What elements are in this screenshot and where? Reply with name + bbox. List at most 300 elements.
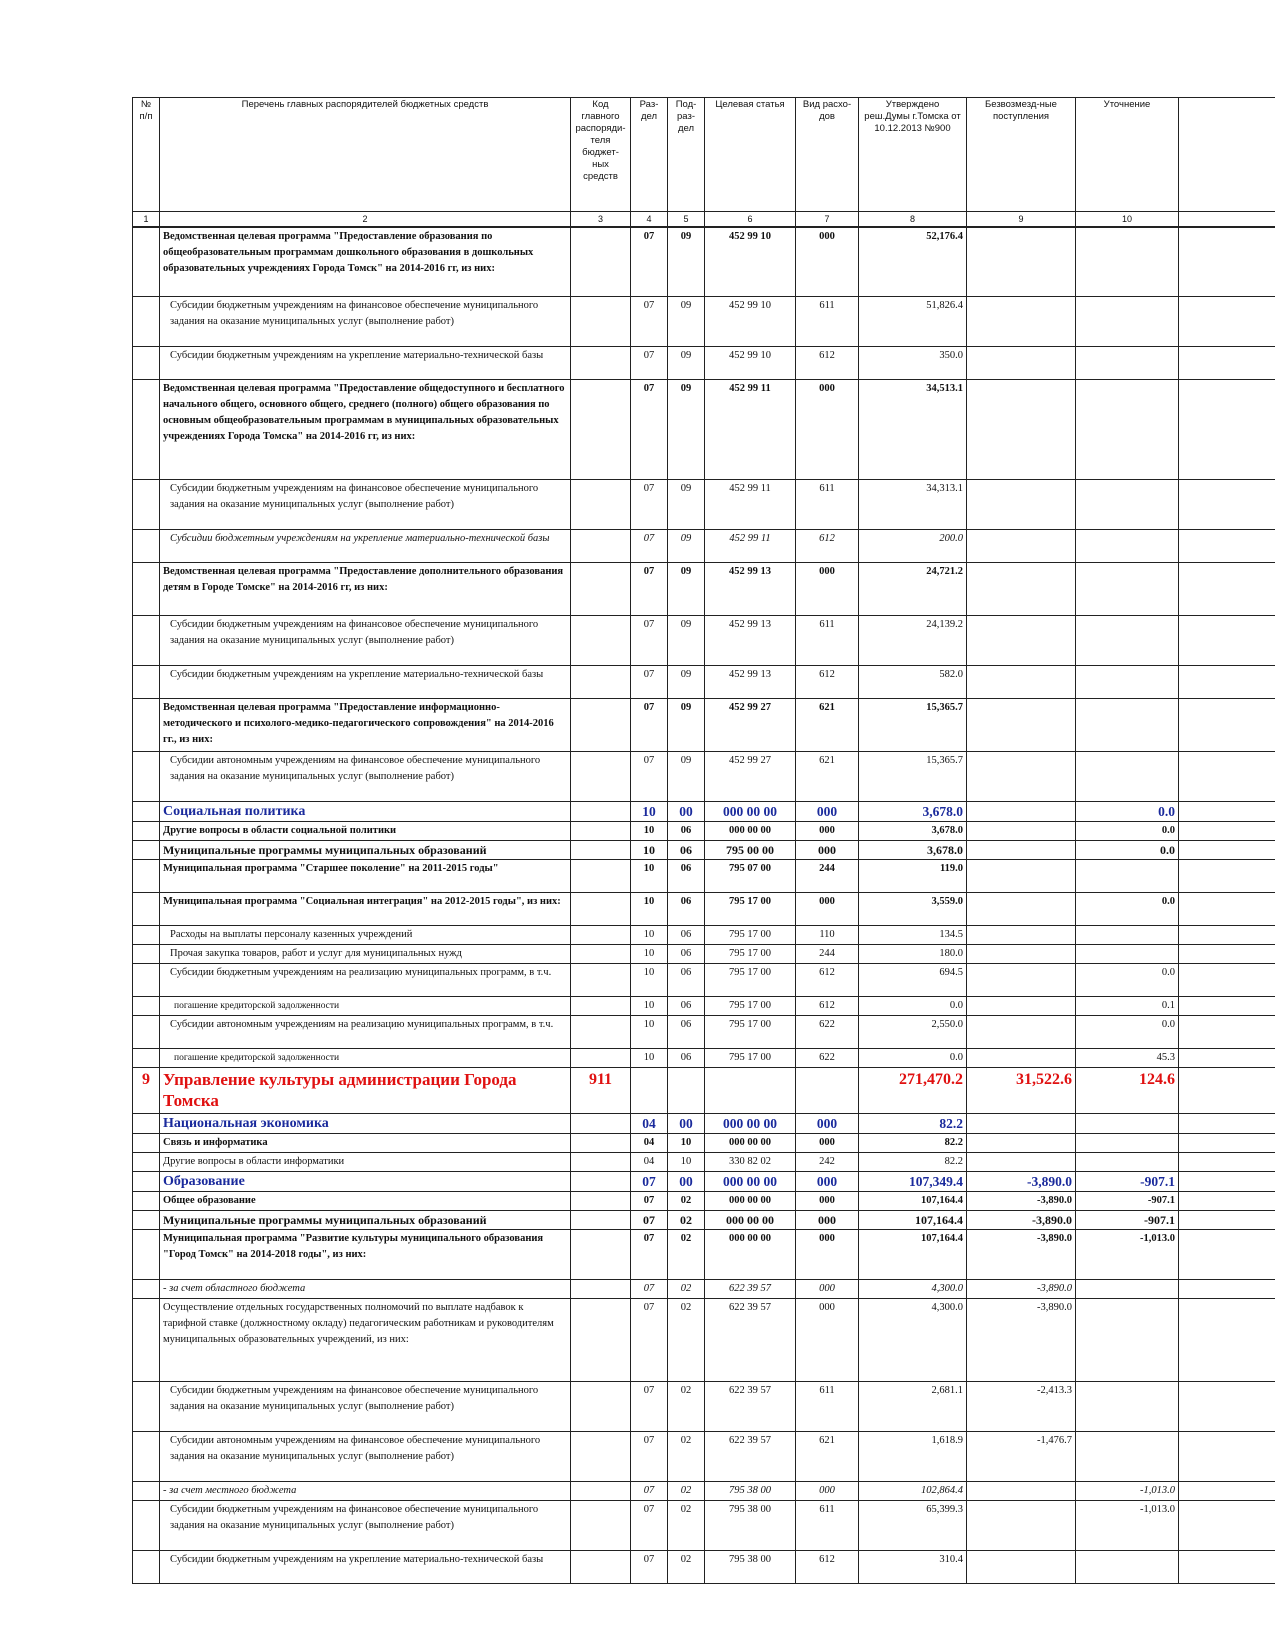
- budget-table-page: [132, 97, 1275, 1584]
- cell-description: Субсидии бюджетным учреждениям на укрепление материально-технической базы: [160, 1551, 571, 1584]
- cell-gratuitous-receipts: [967, 1134, 1076, 1153]
- cell-expense-type: 000: [796, 227, 859, 297]
- cell-subsection: 06: [668, 893, 705, 926]
- cell-clarification: -907.1: [1076, 1211, 1179, 1230]
- cell-subsection: 06: [668, 945, 705, 964]
- cell-subsection: 09: [668, 347, 705, 380]
- cell-approved-amount: 2,550.0: [859, 1016, 967, 1049]
- table-row: [133, 1153, 1275, 1172]
- cell-description: Субсидии бюджетным учреждениям на финансовое обеспечение муниципального задания на оказание муниципальных услуг (выполнение работ): [160, 1501, 571, 1551]
- cell-target-item: 000 00 00: [705, 1172, 796, 1192]
- cell-subsection: 10: [668, 1134, 705, 1153]
- cell-target-item: 795 17 00: [705, 1016, 796, 1049]
- cell-description: Другие вопросы в области социальной политики: [160, 822, 571, 841]
- table-row: [133, 860, 1275, 893]
- cell-section: 07: [631, 1432, 668, 1482]
- cell-expense-type: 000: [796, 1192, 859, 1211]
- cell-subsection: 09: [668, 480, 705, 530]
- cell-subsection: 02: [668, 1432, 705, 1482]
- cell-gratuitous-receipts: [967, 563, 1076, 616]
- table-row: [133, 1211, 1275, 1230]
- cell-extra: [1179, 1134, 1275, 1153]
- cell-row-number: [133, 297, 160, 347]
- cell-expense-type: 611: [796, 1501, 859, 1551]
- cell-row-number: [133, 1016, 160, 1049]
- table-row: [133, 752, 1275, 802]
- cell-admin-code: [571, 1230, 631, 1280]
- cell-approved-amount: 3,678.0: [859, 802, 967, 822]
- table-row: [133, 1551, 1275, 1584]
- cell-clarification: [1076, 860, 1179, 893]
- cell-subsection: 02: [668, 1211, 705, 1230]
- cell-gratuitous-receipts: [967, 347, 1076, 380]
- cell-clarification: [1076, 752, 1179, 802]
- cell-section: 07: [631, 1172, 668, 1192]
- cell-target-item: 000 00 00: [705, 1230, 796, 1280]
- table-row: [133, 1172, 1275, 1192]
- cell-expense-type: 612: [796, 530, 859, 563]
- cell-gratuitous-receipts: [967, 1551, 1076, 1584]
- cell-expense-type: 622: [796, 1049, 859, 1068]
- cell-description: Общее образование: [160, 1192, 571, 1211]
- cell-section: 07: [631, 347, 668, 380]
- cell-extra: [1179, 380, 1275, 480]
- cell-expense-type: 621: [796, 699, 859, 752]
- cell-approved-amount: 4,300.0: [859, 1280, 967, 1299]
- cell-admin-code: [571, 480, 631, 530]
- cell-row-number: [133, 1382, 160, 1432]
- cell-expense-type: 000: [796, 1280, 859, 1299]
- cell-approved-amount: 34,513.1: [859, 380, 967, 480]
- cell-admin-code: [571, 860, 631, 893]
- cell-row-number: [133, 1482, 160, 1501]
- table-row: [133, 1230, 1275, 1280]
- cell-approved-amount: 200.0: [859, 530, 967, 563]
- cell-target-item: 795 38 00: [705, 1482, 796, 1501]
- cell-target-item: 452 99 11: [705, 480, 796, 530]
- cell-extra: [1179, 1280, 1275, 1299]
- cell-expense-type: 611: [796, 616, 859, 666]
- cell-approved-amount: 271,470.2: [859, 1068, 967, 1114]
- cell-approved-amount: 52,176.4: [859, 227, 967, 297]
- cell-approved-amount: 82.2: [859, 1134, 967, 1153]
- cell-admin-code: [571, 1153, 631, 1172]
- cell-extra: [1179, 893, 1275, 926]
- cell-approved-amount: 107,349.4: [859, 1172, 967, 1192]
- table-row: [133, 945, 1275, 964]
- cell-section: 07: [631, 1280, 668, 1299]
- cell-approved-amount: 65,399.3: [859, 1501, 967, 1551]
- cell-subsection: 00: [668, 1172, 705, 1192]
- cell-subsection: [668, 1068, 705, 1114]
- header-gratuitous-receipts: Безвозмезд-ные поступления: [967, 98, 1076, 212]
- cell-subsection: 06: [668, 926, 705, 945]
- cell-description: Субсидии бюджетным учреждениям на финансовое обеспечение муниципального задания на оказание муниципальных услуг (выполнение работ): [160, 297, 571, 347]
- cell-gratuitous-receipts: -1,476.7: [967, 1432, 1076, 1482]
- cell-expense-type: 621: [796, 1432, 859, 1482]
- cell-approved-amount: 2,681.1: [859, 1382, 967, 1432]
- cell-section: 04: [631, 1114, 668, 1134]
- cell-description: Субсидии автономным учреждениям на финансовое обеспечение муниципального задания на оказание муниципальных услуг (выполнение работ): [160, 752, 571, 802]
- cell-target-item: 622 39 57: [705, 1299, 796, 1382]
- cell-clarification: [1076, 563, 1179, 616]
- cell-description: - за счет областного бюджета: [160, 1280, 571, 1299]
- cell-admin-code: [571, 530, 631, 563]
- cell-description: Муниципальная программа "Старшее поколение" на 2011-2015 годы": [160, 860, 571, 893]
- cell-subsection: 06: [668, 822, 705, 841]
- cell-row-number: [133, 752, 160, 802]
- cell-expense-type: 611: [796, 480, 859, 530]
- cell-section: 07: [631, 530, 668, 563]
- cell-section: 10: [631, 926, 668, 945]
- cell-subsection: 02: [668, 1382, 705, 1432]
- cell-expense-type: 612: [796, 997, 859, 1016]
- cell-clarification: 0.1: [1076, 997, 1179, 1016]
- cell-extra: [1179, 945, 1275, 964]
- cell-description: Социальная политика: [160, 802, 571, 822]
- cell-expense-type: [796, 1068, 859, 1114]
- cell-description: - за счет местного бюджета: [160, 1482, 571, 1501]
- cell-target-item: 452 99 11: [705, 530, 796, 563]
- cell-description: Ведомственная целевая программа "Предоставление образования по общеобразовательным программам дошкольного образования в дошкольных образовательных учреждениях Города Томск" на 2014-2016 гг, из них:: [160, 227, 571, 297]
- table-row: [133, 1114, 1275, 1134]
- cell-extra: [1179, 1068, 1275, 1114]
- cell-description: Муниципальные программы муниципальных образований: [160, 841, 571, 860]
- cell-subsection: 09: [668, 666, 705, 699]
- cell-section: 07: [631, 699, 668, 752]
- cell-clarification: [1076, 1134, 1179, 1153]
- cell-approved-amount: 3,559.0: [859, 893, 967, 926]
- cell-expense-type: 000: [796, 1172, 859, 1192]
- cell-approved-amount: 15,365.7: [859, 699, 967, 752]
- cell-target-item: 452 99 27: [705, 752, 796, 802]
- cell-approved-amount: 82.2: [859, 1114, 967, 1134]
- cell-gratuitous-receipts: -3,890.0: [967, 1230, 1076, 1280]
- cell-subsection: 00: [668, 1114, 705, 1134]
- cell-approved-amount: 34,313.1: [859, 480, 967, 530]
- cell-subsection: 06: [668, 1049, 705, 1068]
- table-body: [133, 227, 1275, 1584]
- cell-section: 07: [631, 1382, 668, 1432]
- cell-description: Осуществление отдельных государственных полномочий по выплате надбавок к тарифной ставке (должностному окладу) педагогическим работникам и руководителям муниципальных образовательных учреждений, из них:: [160, 1299, 571, 1382]
- cell-clarification: [1076, 1114, 1179, 1134]
- cell-row-number: [133, 666, 160, 699]
- cell-gratuitous-receipts: [967, 666, 1076, 699]
- cell-expense-type: 244: [796, 860, 859, 893]
- cell-section: 10: [631, 945, 668, 964]
- cell-subsection: 09: [668, 530, 705, 563]
- cell-row-number: [133, 1153, 160, 1172]
- cell-extra: [1179, 480, 1275, 530]
- table-row: [133, 997, 1275, 1016]
- cell-extra: [1179, 227, 1275, 297]
- cell-clarification: [1076, 1299, 1179, 1382]
- cell-gratuitous-receipts: -3,890.0: [967, 1211, 1076, 1230]
- cell-section: 10: [631, 860, 668, 893]
- cell-extra: [1179, 666, 1275, 699]
- cell-description: Субсидии бюджетным учреждениям на финансовое обеспечение муниципального задания на оказание муниципальных услуг (выполнение работ): [160, 1382, 571, 1432]
- header-description: Перечень главных распорядителей бюджетных средств: [160, 98, 571, 212]
- cell-section: 07: [631, 1551, 668, 1584]
- cell-approved-amount: 107,164.4: [859, 1192, 967, 1211]
- cell-admin-code: [571, 347, 631, 380]
- cell-gratuitous-receipts: [967, 1501, 1076, 1551]
- cell-subsection: 09: [668, 616, 705, 666]
- table-row: [133, 841, 1275, 860]
- cell-description: Управление культуры администрации Города Томска: [160, 1068, 571, 1114]
- cell-section: 10: [631, 841, 668, 860]
- cell-expense-type: 622: [796, 1016, 859, 1049]
- cell-subsection: 02: [668, 1299, 705, 1382]
- cell-expense-type: 612: [796, 1551, 859, 1584]
- cell-clarification: [1076, 699, 1179, 752]
- cell-approved-amount: 694.5: [859, 964, 967, 997]
- cell-description: Другие вопросы в области информатики: [160, 1153, 571, 1172]
- cell-clarification: [1076, 1551, 1179, 1584]
- cell-expense-type: 621: [796, 752, 859, 802]
- cell-clarification: [1076, 297, 1179, 347]
- cell-row-number: [133, 926, 160, 945]
- cell-expense-type: 000: [796, 893, 859, 926]
- cell-gratuitous-receipts: [967, 964, 1076, 997]
- cell-clarification: [1076, 1382, 1179, 1432]
- cell-description: Субсидии бюджетным учреждениям на финансовое обеспечение муниципального задания на оказание муниципальных услуг (выполнение работ): [160, 616, 571, 666]
- cell-clarification: [1076, 380, 1179, 480]
- header-row-number: № п/п: [133, 98, 160, 212]
- table-row: [133, 227, 1275, 297]
- cell-target-item: 795 17 00: [705, 964, 796, 997]
- cell-clarification: -1,013.0: [1076, 1501, 1179, 1551]
- cell-admin-code: [571, 1280, 631, 1299]
- cell-admin-code: [571, 893, 631, 926]
- cell-gratuitous-receipts: [967, 480, 1076, 530]
- cell-section: 07: [631, 380, 668, 480]
- cell-extra: [1179, 752, 1275, 802]
- cell-subsection: 10: [668, 1153, 705, 1172]
- cell-description: Муниципальная программа "Развитие культуры муниципального образования "Город Томск" на 2014-2018 годы", из них:: [160, 1230, 571, 1280]
- cell-section: 07: [631, 297, 668, 347]
- table-row: [133, 893, 1275, 926]
- cell-subsection: 09: [668, 752, 705, 802]
- cell-extra: [1179, 964, 1275, 997]
- cell-extra: [1179, 997, 1275, 1016]
- cell-admin-code: [571, 616, 631, 666]
- table-row: [133, 347, 1275, 380]
- cell-target-item: 452 99 10: [705, 297, 796, 347]
- cell-row-number: [133, 964, 160, 997]
- cell-section: 07: [631, 1501, 668, 1551]
- table-row: [133, 822, 1275, 841]
- cell-target-item: 000 00 00: [705, 1211, 796, 1230]
- header-expense-type: Вид расхо-дов: [796, 98, 859, 212]
- cell-description: Расходы на выплаты персоналу казенных учреждений: [160, 926, 571, 945]
- cell-clarification: [1076, 1432, 1179, 1482]
- header-extra: [1179, 98, 1275, 212]
- cell-extra: [1179, 926, 1275, 945]
- cell-description: Субсидии бюджетным учреждениям на реализацию муниципальных программ, в т.ч.: [160, 964, 571, 997]
- cell-extra: [1179, 1172, 1275, 1192]
- cell-clarification: 0.0: [1076, 1016, 1179, 1049]
- cell-target-item: 795 17 00: [705, 926, 796, 945]
- cell-target-item: [705, 1068, 796, 1114]
- cell-section: 07: [631, 1299, 668, 1382]
- cell-clarification: 0.0: [1076, 802, 1179, 822]
- cell-clarification: 0.0: [1076, 822, 1179, 841]
- cell-target-item: 000 00 00: [705, 1192, 796, 1211]
- cell-expense-type: 000: [796, 822, 859, 841]
- cell-target-item: 330 82 02: [705, 1153, 796, 1172]
- cell-clarification: [1076, 480, 1179, 530]
- cell-section: 07: [631, 752, 668, 802]
- cell-approved-amount: 1,618.9: [859, 1432, 967, 1482]
- cell-subsection: 09: [668, 227, 705, 297]
- cell-extra: [1179, 1211, 1275, 1230]
- table-row: [133, 480, 1275, 530]
- cell-section: 04: [631, 1134, 668, 1153]
- table-row: [133, 1280, 1275, 1299]
- cell-expense-type: 611: [796, 297, 859, 347]
- cell-row-number: [133, 616, 160, 666]
- cell-extra: [1179, 616, 1275, 666]
- cell-approved-amount: 24,139.2: [859, 616, 967, 666]
- cell-admin-code: [571, 1501, 631, 1551]
- cell-extra: [1179, 347, 1275, 380]
- cell-clarification: [1076, 616, 1179, 666]
- cell-row-number: [133, 1501, 160, 1551]
- cell-gratuitous-receipts: [967, 699, 1076, 752]
- header-subsection: Под-раз-дел: [668, 98, 705, 212]
- cell-approved-amount: 0.0: [859, 997, 967, 1016]
- cell-admin-code: [571, 822, 631, 841]
- cell-description: Ведомственная целевая программа "Предоставление информационно-методического и психолого-медико-педагогического сопровождения" на 2014-2016 гг., из них:: [160, 699, 571, 752]
- cell-target-item: 000 00 00: [705, 802, 796, 822]
- cell-gratuitous-receipts: -3,890.0: [967, 1172, 1076, 1192]
- cell-gratuitous-receipts: 31,522.6: [967, 1068, 1076, 1114]
- cell-clarification: [1076, 530, 1179, 563]
- cell-row-number: [133, 1230, 160, 1280]
- cell-gratuitous-receipts: [967, 1114, 1076, 1134]
- cell-extra: [1179, 841, 1275, 860]
- cell-section: 10: [631, 893, 668, 926]
- cell-admin-code: [571, 297, 631, 347]
- table-row: [133, 1068, 1275, 1114]
- cell-description: Субсидии бюджетным учреждениям на укрепление материально-технической базы: [160, 666, 571, 699]
- cell-target-item: 000 00 00: [705, 822, 796, 841]
- cell-expense-type: 244: [796, 945, 859, 964]
- cell-extra: [1179, 530, 1275, 563]
- cell-approved-amount: 582.0: [859, 666, 967, 699]
- cell-clarification: [1076, 227, 1179, 297]
- cell-admin-code: [571, 1114, 631, 1134]
- column-number: 2: [160, 212, 571, 228]
- cell-extra: [1179, 1382, 1275, 1432]
- cell-approved-amount: 51,826.4: [859, 297, 967, 347]
- header-section: Раз-дел: [631, 98, 668, 212]
- cell-section: 07: [631, 666, 668, 699]
- table-row: [133, 1134, 1275, 1153]
- cell-target-item: 452 99 13: [705, 616, 796, 666]
- cell-gratuitous-receipts: [967, 860, 1076, 893]
- cell-target-item: 795 17 00: [705, 945, 796, 964]
- cell-section: 10: [631, 822, 668, 841]
- cell-admin-code: [571, 563, 631, 616]
- cell-extra: [1179, 802, 1275, 822]
- cell-admin-code: [571, 945, 631, 964]
- cell-row-number: [133, 1211, 160, 1230]
- cell-description: Субсидии автономным учреждениям на финансовое обеспечение муниципального задания на оказание муниципальных услуг (выполнение работ): [160, 1432, 571, 1482]
- cell-section: 10: [631, 1016, 668, 1049]
- cell-subsection: 02: [668, 1280, 705, 1299]
- cell-admin-code: [571, 1211, 631, 1230]
- cell-approved-amount: 0.0: [859, 1049, 967, 1068]
- cell-gratuitous-receipts: -3,890.0: [967, 1299, 1076, 1382]
- cell-admin-code: [571, 926, 631, 945]
- cell-expense-type: 000: [796, 1134, 859, 1153]
- cell-gratuitous-receipts: [967, 227, 1076, 297]
- cell-extra: [1179, 1153, 1275, 1172]
- cell-section: 07: [631, 563, 668, 616]
- cell-extra: [1179, 1192, 1275, 1211]
- cell-description: Муниципальные программы муниципальных образований: [160, 1211, 571, 1230]
- table-row: [133, 530, 1275, 563]
- cell-admin-code: [571, 666, 631, 699]
- cell-extra: [1179, 1482, 1275, 1501]
- cell-target-item: 000 00 00: [705, 1134, 796, 1153]
- cell-clarification: [1076, 945, 1179, 964]
- column-number: 6: [705, 212, 796, 228]
- cell-section: 07: [631, 1192, 668, 1211]
- cell-approved-amount: 180.0: [859, 945, 967, 964]
- cell-description: Субсидии бюджетным учреждениям на укрепление материально-технической базы: [160, 530, 571, 563]
- cell-approved-amount: 4,300.0: [859, 1299, 967, 1382]
- cell-extra: [1179, 699, 1275, 752]
- table-row: [133, 964, 1275, 997]
- cell-description: Прочая закупка товаров, работ и услуг для муниципальных нужд: [160, 945, 571, 964]
- cell-clarification: [1076, 1280, 1179, 1299]
- cell-admin-code: [571, 1016, 631, 1049]
- header-target-item: Целевая статья: [705, 98, 796, 212]
- cell-description: Образование: [160, 1172, 571, 1192]
- cell-expense-type: 000: [796, 380, 859, 480]
- cell-approved-amount: 3,678.0: [859, 822, 967, 841]
- cell-target-item: 452 99 10: [705, 347, 796, 380]
- cell-subsection: 06: [668, 860, 705, 893]
- cell-extra: [1179, 1299, 1275, 1382]
- cell-approved-amount: 102,864.4: [859, 1482, 967, 1501]
- cell-extra: [1179, 297, 1275, 347]
- cell-description: погашение кредиторской задолженности: [160, 997, 571, 1016]
- cell-extra: [1179, 860, 1275, 893]
- cell-expense-type: 000: [796, 1211, 859, 1230]
- cell-admin-code: [571, 1172, 631, 1192]
- cell-row-number: [133, 1192, 160, 1211]
- cell-expense-type: 000: [796, 563, 859, 616]
- cell-subsection: 02: [668, 1230, 705, 1280]
- cell-approved-amount: 119.0: [859, 860, 967, 893]
- cell-clarification: [1076, 666, 1179, 699]
- cell-extra: [1179, 1551, 1275, 1584]
- cell-row-number: 9: [133, 1068, 160, 1114]
- cell-section: 10: [631, 997, 668, 1016]
- cell-subsection: 06: [668, 964, 705, 997]
- cell-section: 10: [631, 1049, 668, 1068]
- cell-gratuitous-receipts: [967, 802, 1076, 822]
- cell-gratuitous-receipts: [967, 945, 1076, 964]
- cell-description: Субсидии бюджетным учреждениям на финансовое обеспечение муниципального задания на оказание муниципальных услуг (выполнение работ): [160, 480, 571, 530]
- table-row: [133, 1432, 1275, 1482]
- cell-target-item: 622 39 57: [705, 1432, 796, 1482]
- cell-gratuitous-receipts: [967, 893, 1076, 926]
